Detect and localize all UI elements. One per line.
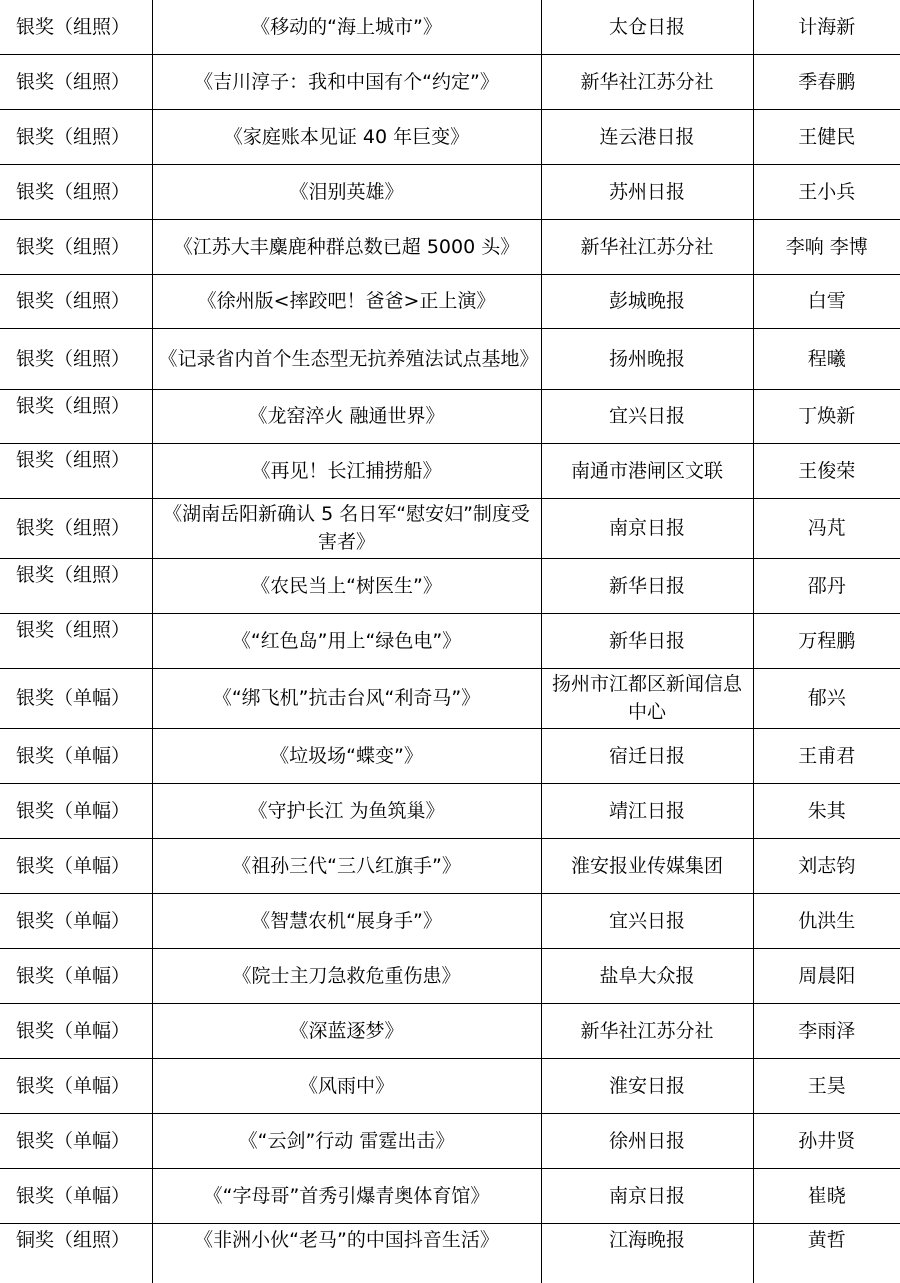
organization-cell: 新华社江苏分社 [541,1003,753,1058]
title-cell: 《农民当上“树医生”》 [152,558,541,613]
title-cell: 《记录省内首个生态型无抗养殖法试点基地》 [152,328,541,389]
table-row [0,389,900,443]
title-cell: 《院士主刀急救危重伤患》 [152,948,541,1003]
table-row [0,613,900,668]
award-cell: 银奖（单幅） [0,1058,152,1113]
title-cell: 《智慧农机“展身手”》 [152,893,541,948]
author-cell: 王俊荣 [753,443,900,498]
author-cell: 季春鹏 [753,54,900,109]
author-cell: 周晨阳 [753,948,900,1003]
award-cell: 银奖（组照） [0,219,152,274]
title-cell: 《“红色岛”用上“绿色电”》 [152,613,541,668]
title-cell: 《江苏大丰麋鹿种群总数已超 5000 头》 [152,219,541,274]
table-row [0,838,900,893]
organization-cell: 新华日报 [541,613,753,668]
organization-cell: 淮安报业传媒集团 [541,838,753,893]
award-cell: 银奖（组照） [0,274,152,328]
award-cell: 银奖（组照） [0,0,152,54]
table-row [0,893,900,948]
table-row [0,668,900,728]
organization-cell: 徐州日报 [541,1113,753,1168]
table-row [0,443,900,498]
author-cell: 刘志钧 [753,838,900,893]
author-cell: 万程鹏 [753,613,900,668]
author-cell: 王甫君 [753,728,900,783]
author-cell: 计海新 [753,0,900,54]
organization-cell: 太仓日报 [541,0,753,54]
title-cell: 《“绑飞机”抗击台风“利奇马”》 [152,668,541,728]
award-cell: 铜奖（组照） [0,1223,152,1283]
author-cell: 郁兴 [753,668,900,728]
organization-cell: 苏州日报 [541,164,753,219]
author-cell: 崔晓 [753,1168,900,1223]
award-cell: 银奖（单幅） [0,1003,152,1058]
award-cell: 银奖（组照） [0,443,152,498]
author-cell: 黄哲 [753,1223,900,1283]
award-cell: 银奖（组照） [0,109,152,164]
organization-cell: 彭城晚报 [541,274,753,328]
table-row [0,274,900,328]
award-cell: 银奖（单幅） [0,1113,152,1168]
author-cell: 朱其 [753,783,900,838]
organization-cell: 宜兴日报 [541,389,753,443]
title-cell: 《垃圾场“蝶变”》 [152,728,541,783]
title-cell: 《再见！长江捕捞船》 [152,443,541,498]
author-cell: 邵丹 [753,558,900,613]
table-row [0,219,900,274]
title-cell: 《泪别英雄》 [152,164,541,219]
title-cell: 《祖孙三代“三八红旗手”》 [152,838,541,893]
table-row [0,1003,900,1058]
award-cell: 银奖（单幅） [0,728,152,783]
award-cell: 银奖（组照） [0,328,152,389]
organization-cell: 扬州市江都区新闻信息中心 [541,668,753,728]
table-row [0,558,900,613]
organization-cell: 南通市港闸区文联 [541,443,753,498]
title-cell: 《移动的“海上城市”》 [152,0,541,54]
table-row [0,164,900,219]
award-cell: 银奖（单幅） [0,783,152,838]
table-row [0,1168,900,1223]
organization-cell: 新华社江苏分社 [541,54,753,109]
author-cell: 孙井贤 [753,1113,900,1168]
title-cell: 《龙窑淬火 融通世界》 [152,389,541,443]
table-row [0,0,900,54]
author-cell: 冯芃 [753,498,900,558]
organization-cell: 淮安日报 [541,1058,753,1113]
title-cell: 《“字母哥”首秀引爆青奥体育馆》 [152,1168,541,1223]
author-cell: 程曦 [753,328,900,389]
organization-cell: 新华日报 [541,558,753,613]
organization-cell: 南京日报 [541,1168,753,1223]
title-cell: 《非洲小伙“老马”的中国抖音生活》 [152,1223,541,1283]
table-row [0,728,900,783]
title-cell: 《家庭账本见证 40 年巨变》 [152,109,541,164]
table-row [0,783,900,838]
award-cell: 银奖（单幅） [0,893,152,948]
title-cell: 《守护长江 为鱼筑巢》 [152,783,541,838]
table-row [0,328,900,389]
author-cell: 王小兵 [753,164,900,219]
author-cell: 王昊 [753,1058,900,1113]
award-cell: 银奖（组照） [0,498,152,558]
table-row [0,1058,900,1113]
organization-cell: 扬州晚报 [541,328,753,389]
organization-cell: 新华社江苏分社 [541,219,753,274]
table-row [0,1223,900,1283]
title-cell: 《“云剑”行动 雷霆出击》 [152,1113,541,1168]
table-row [0,948,900,1003]
title-cell: 《湖南岳阳新确认 5 名日军“慰安妇”制度受害者》 [152,498,541,558]
organization-cell: 盐阜大众报 [541,948,753,1003]
organization-cell: 宜兴日报 [541,893,753,948]
author-cell: 仇洪生 [753,893,900,948]
organization-cell: 南京日报 [541,498,753,558]
organization-cell: 靖江日报 [541,783,753,838]
title-cell: 《风雨中》 [152,1058,541,1113]
table-row [0,1113,900,1168]
organization-cell: 宿迁日报 [541,728,753,783]
organization-cell: 江海晚报 [541,1223,753,1283]
organization-cell: 连云港日报 [541,109,753,164]
award-cell: 银奖（组照） [0,613,152,668]
title-cell: 《徐州版<摔跤吧！爸爸>正上演》 [152,274,541,328]
author-cell: 李响 李博 [753,219,900,274]
author-cell: 王健民 [753,109,900,164]
award-cell: 银奖（单幅） [0,838,152,893]
award-cell: 银奖（组照） [0,164,152,219]
award-cell: 银奖（单幅） [0,1168,152,1223]
award-cell: 银奖（单幅） [0,668,152,728]
award-cell: 银奖（组照） [0,54,152,109]
award-cell: 银奖（单幅） [0,948,152,1003]
author-cell: 李雨泽 [753,1003,900,1058]
table-row [0,498,900,558]
title-cell: 《吉川淳子：我和中国有个“约定”》 [152,54,541,109]
table-row [0,54,900,109]
table-row [0,109,900,164]
award-cell: 银奖（组照） [0,389,152,443]
title-cell: 《深蓝逐梦》 [152,1003,541,1058]
author-cell: 丁焕新 [753,389,900,443]
award-cell: 银奖（组照） [0,558,152,613]
author-cell: 白雪 [753,274,900,328]
